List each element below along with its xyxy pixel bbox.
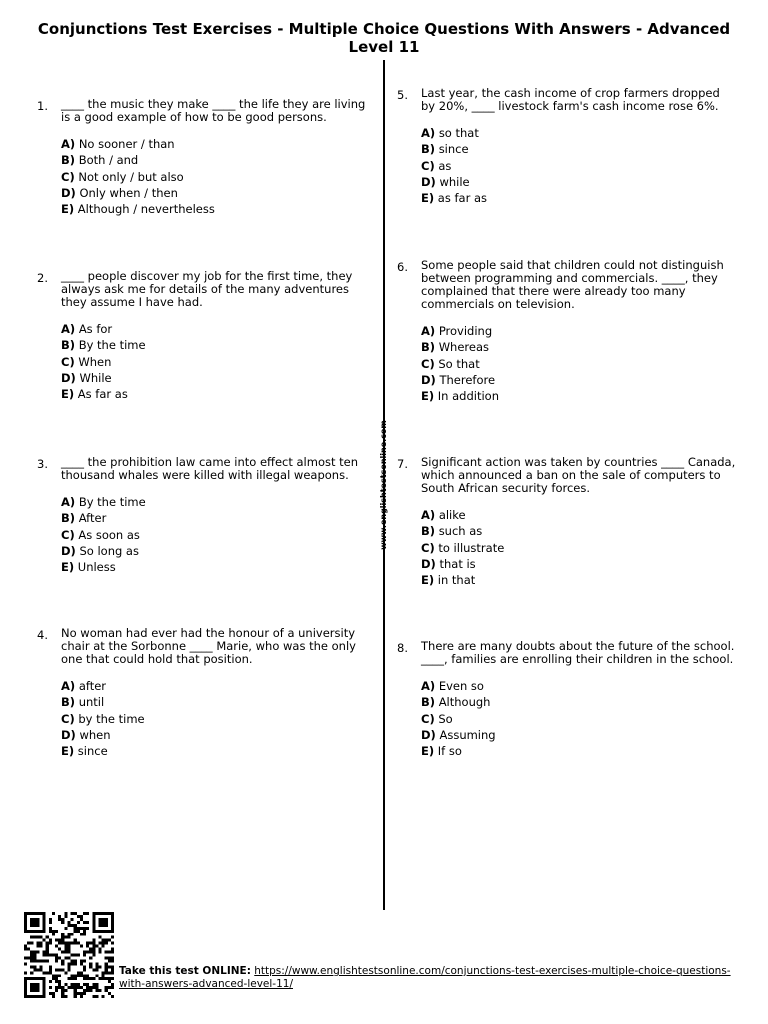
option-letter: C) (421, 540, 435, 555)
option-e[interactable] (421, 388, 737, 404)
question-7 (397, 456, 737, 588)
option-e[interactable] (61, 743, 377, 759)
option-letter: A) (421, 679, 436, 693)
options-list (421, 678, 737, 759)
option-letter: A) (61, 679, 76, 693)
page-title: Conjunctions Test Exercises - Multiple Choice Questions With Answers - Advanced Level 11 (37, 20, 731, 56)
option-letter: B) (421, 340, 436, 355)
options-list (61, 494, 377, 575)
option-letter: B) (61, 511, 76, 526)
options-list (61, 136, 377, 217)
option-text: When (78, 354, 112, 369)
option-b[interactable] (421, 523, 737, 539)
question-1 (37, 98, 377, 217)
option-text: Unless (77, 560, 116, 575)
options-list (61, 321, 377, 402)
question-number: 6. (397, 260, 408, 274)
option-text: As far as (77, 387, 128, 402)
question-text: ____ the music they make ____ the life they are living is a good example of how to be good persons. (61, 97, 366, 124)
option-d[interactable] (421, 372, 737, 388)
option-letter: E) (61, 744, 75, 759)
option-c[interactable] (61, 527, 377, 543)
option-letter: E) (421, 573, 435, 588)
watermark-text: www.englishtestsonline.com (379, 420, 388, 550)
option-e[interactable] (421, 190, 737, 206)
question-number: 2. (37, 271, 48, 285)
option-text: By the time (78, 495, 146, 509)
option-letter: A) (421, 126, 436, 140)
option-letter: D) (421, 372, 436, 387)
question-text: Some people said that children could not distinguish between programming and commercials. ____, they complained that there were already too many commercials on television. (421, 258, 724, 311)
option-e[interactable] (421, 572, 737, 588)
option-d[interactable] (421, 174, 737, 190)
option-text: While (79, 370, 112, 385)
option-text: Whereas (438, 340, 490, 355)
option-d[interactable] (61, 543, 377, 559)
option-d[interactable] (421, 727, 737, 743)
option-text: as far as (437, 191, 487, 206)
option-e[interactable] (421, 743, 737, 759)
option-text: until (78, 695, 105, 710)
option-c[interactable] (421, 540, 737, 556)
option-b[interactable] (61, 152, 377, 168)
option-letter: A) (421, 324, 436, 338)
option-text: After (78, 511, 107, 526)
option-text: when (79, 727, 111, 742)
option-text: Providing (438, 324, 493, 338)
question-number: 5. (397, 88, 408, 102)
option-c[interactable] (421, 356, 737, 372)
option-text: So (438, 711, 453, 726)
question-number: 8. (397, 641, 408, 655)
option-text: As for (78, 322, 113, 336)
option-letter: D) (61, 185, 76, 200)
option-letter: C) (421, 158, 435, 173)
option-a[interactable] (421, 507, 737, 523)
question-number: 1. (37, 99, 48, 113)
footer-link[interactable]: https://www.englishtestsonline.com/conjunctions-test-exercises-multiple-choice-questions-with-answers-advanced-level-11/ (119, 965, 731, 990)
option-b[interactable] (61, 694, 377, 710)
question-5 (397, 87, 737, 206)
option-b[interactable] (61, 337, 377, 353)
option-letter: B) (61, 153, 76, 168)
option-letter: C) (61, 169, 75, 184)
option-letter: E) (61, 560, 75, 575)
question-8 (397, 640, 737, 759)
option-letter: E) (421, 389, 435, 404)
option-b[interactable] (61, 510, 377, 526)
question-text: ____ people discover my job for the first time, they always ask me for details of the many adventures they assume I have had. (61, 269, 353, 309)
option-a[interactable] (61, 678, 377, 694)
option-text: that is (439, 556, 476, 571)
option-c[interactable] (61, 711, 377, 727)
option-letter: C) (421, 711, 435, 726)
option-letter: B) (61, 695, 76, 710)
option-letter: B) (61, 338, 76, 353)
option-e[interactable] (61, 201, 377, 217)
option-text: as (438, 158, 452, 173)
options-list (61, 678, 377, 759)
option-letter: B) (421, 695, 436, 710)
option-e[interactable] (61, 559, 377, 575)
option-a[interactable] (61, 321, 377, 337)
option-letter: A) (421, 508, 436, 522)
option-a[interactable] (421, 323, 737, 339)
option-letter: C) (61, 354, 75, 369)
option-letter: E) (421, 191, 435, 206)
option-text: such as (438, 524, 483, 539)
options-list (421, 323, 737, 404)
option-c[interactable] (421, 711, 737, 727)
options-list (421, 507, 737, 588)
option-text: by the time (78, 711, 145, 726)
option-text: Not only / but also (78, 169, 184, 184)
option-text: so that (438, 126, 479, 140)
option-b[interactable] (421, 141, 737, 157)
option-b[interactable] (421, 339, 737, 355)
option-letter: D) (61, 370, 76, 385)
option-a[interactable] (61, 136, 377, 152)
option-letter: A) (61, 495, 76, 509)
option-letter: D) (61, 727, 76, 742)
option-text: In addition (437, 389, 499, 404)
option-text: Even so (438, 679, 484, 693)
option-letter: C) (421, 356, 435, 371)
option-text: Both / and (78, 153, 139, 168)
question-number: 7. (397, 457, 408, 471)
question-number: 4. (37, 628, 48, 642)
option-letter: A) (61, 137, 76, 151)
option-text: in that (437, 573, 476, 588)
option-letter: C) (61, 527, 75, 542)
option-d[interactable] (61, 185, 377, 201)
option-b[interactable] (421, 694, 737, 710)
option-text: So long as (79, 543, 139, 558)
option-d[interactable] (421, 556, 737, 572)
options-list (421, 125, 737, 206)
option-a[interactable] (61, 494, 377, 510)
option-letter: B) (421, 524, 436, 539)
option-text: If so (437, 744, 462, 759)
question-text: Last year, the cash income of crop farmers dropped by 20%, ____ livestock farm's cash income rose 6%. (421, 86, 720, 113)
option-letter: D) (421, 556, 436, 571)
question-text: There are many doubts about the future of the school. ____, families are enrolling their children in the school. (421, 639, 735, 666)
option-c[interactable] (61, 169, 377, 185)
option-text: since (438, 142, 469, 157)
option-letter: E) (61, 387, 75, 402)
option-letter: D) (61, 543, 76, 558)
option-letter: E) (61, 202, 75, 217)
question-text: ____ the prohibition law came into effect almost ten thousand whales were killed with illegal weapons. (61, 455, 359, 482)
option-text: Although (438, 695, 491, 710)
footer-label: Take this test ONLINE: (119, 965, 251, 977)
option-text: to illustrate (438, 540, 505, 555)
footer (119, 965, 739, 991)
question-2 (37, 270, 377, 402)
option-c[interactable] (61, 354, 377, 370)
option-d[interactable] (61, 370, 377, 386)
option-letter: B) (421, 142, 436, 157)
option-text: As soon as (78, 527, 140, 542)
question-text: Significant action was taken by countries ____ Canada, which announced a ban on the sale of computers to South African security forces. (421, 455, 736, 495)
qr-code-icon[interactable] (24, 912, 114, 998)
question-4 (37, 627, 377, 759)
option-text: Assuming (439, 727, 496, 742)
option-d[interactable] (61, 727, 377, 743)
option-text: By the time (78, 338, 146, 353)
option-letter: D) (421, 174, 436, 189)
question-6 (397, 259, 737, 404)
question-text: No woman had ever had the honour of a university chair at the Sorbonne ____ Marie, who was the only one that could hold that position. (61, 626, 356, 666)
option-e[interactable] (61, 386, 377, 402)
option-text: So that (438, 356, 480, 371)
option-text: while (439, 174, 470, 189)
option-letter: C) (61, 711, 75, 726)
option-letter: E) (421, 744, 435, 759)
option-text: Only when / then (79, 185, 178, 200)
option-text: since (77, 744, 108, 759)
option-letter: A) (61, 322, 76, 336)
option-text: Therefore (439, 372, 496, 387)
option-text: Although / nevertheless (77, 202, 215, 217)
option-a[interactable] (421, 125, 737, 141)
option-text: No sooner / than (78, 137, 175, 151)
option-a[interactable] (421, 678, 737, 694)
question-number: 3. (37, 457, 48, 471)
option-letter: D) (421, 727, 436, 742)
question-3 (37, 456, 377, 575)
option-text: after (78, 679, 107, 693)
option-text: alike (438, 508, 466, 522)
option-c[interactable] (421, 158, 737, 174)
